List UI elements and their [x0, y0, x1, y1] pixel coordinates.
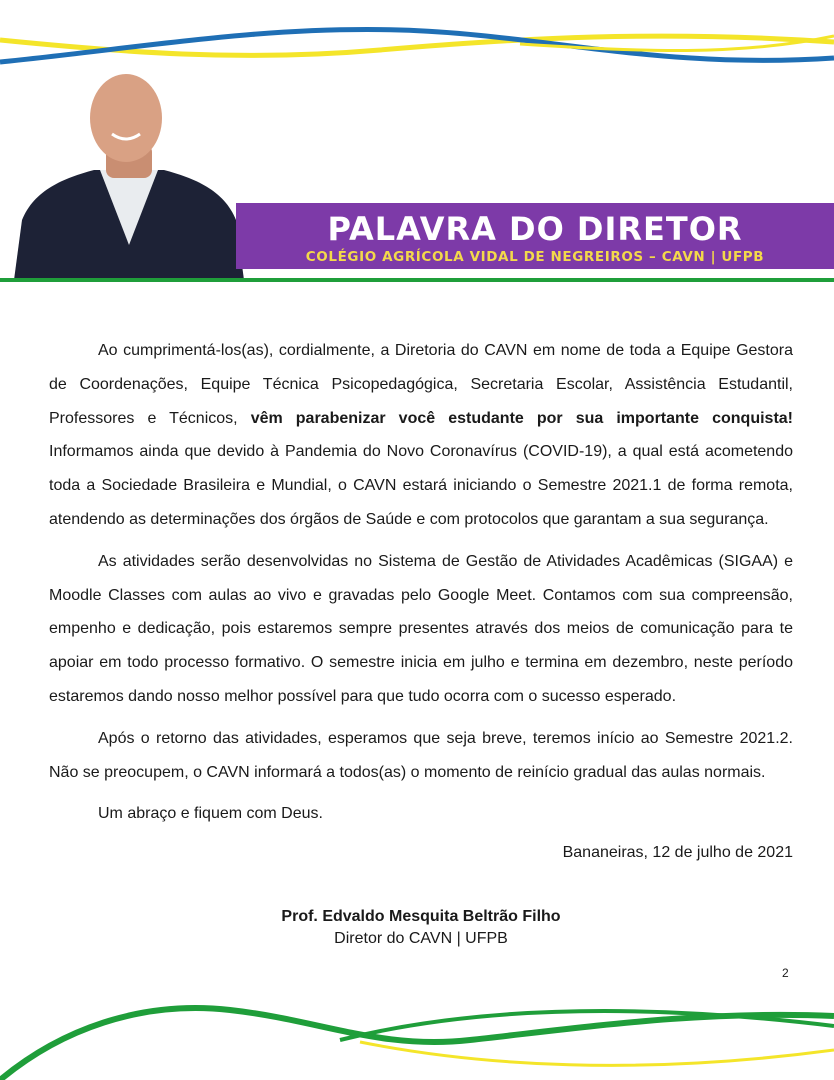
header-banner — [236, 203, 834, 269]
page-title: PALAVRA DO DIRETOR — [327, 210, 743, 248]
paragraph-1-highlight: vêm parabenizar você estudante por sua importante conquista! — [250, 409, 794, 427]
paragraph-1 — [49, 334, 793, 537]
bottom-decorative-waves — [0, 980, 834, 1080]
signature-role: Diretor do CAVN | UFPB — [334, 930, 508, 947]
paragraph-3: Após o retorno das atividades, esperamos que seja breve, teremos início ao Semestre 2021.2. Não se preocupem, o CAVN informará a todos(as) o momento de reinício gradual das aulas normais. — [49, 729, 793, 781]
bottom-green-wave-1 — [0, 1008, 834, 1080]
director-photo — [14, 70, 244, 280]
paragraph-1-end: Informamos ainda que devido à Pandemia do Novo Coronavírus (COVID-19), a qual está acometendo toda a Sociedade Brasileira e Mundial, o CAVN estará iniciando o Semestre 2021.1 de forma remota, atendendo as determinações dos órgãos de Saúde e com protocolos que garantam a sua segurança. — [49, 443, 793, 528]
green-divider — [0, 278, 834, 282]
page-subtitle: COLÉGIO AGRÍCOLA VIDAL DE NEGREIROS – CAVN | UFPB — [305, 249, 765, 265]
top-decorative-waves — [0, 0, 834, 80]
letter-body — [49, 334, 793, 839]
paragraph-1-start: Ao cumprimentá-los(as), cordialmente, a Diretoria do CAVN em nome de toda a Equipe Gestora de Coordenações, Equipe Técnica Psicopedagógica, Secretaria Escolar, Assistência Estudantil, Professores e Técnicos, — [49, 342, 793, 427]
head-shape — [90, 74, 162, 162]
paragraph-2: As atividades serão desenvolvidas no Sistema de Gestão de Atividades Acadêmicas (SIGAA) e Moodle Classes com aulas ao vivo e gravadas pelo Google Meet. Contamos com sua compreensão, empenho e dedicação, pois estaremos sempre presentes através dos meios de comunicação para te apoiar em todo processo formativo. O semestre inicia em julho e termina em dezembro, neste período estaremos dando nosso melhor possível para que tudo ocorra com o sucesso esperado. — [49, 552, 793, 705]
bottom-yellow-wave — [360, 1042, 834, 1065]
signature-block — [0, 906, 834, 950]
paragraph-4: Um abraço e fiquem com Deus. — [98, 805, 323, 823]
letter-date: Bananeiras, 12 de julho de 2021 — [562, 844, 793, 861]
signature-name: Prof. Edvaldo Mesquita Beltrão Filho — [281, 908, 561, 925]
page-number: 2 — [782, 966, 789, 980]
